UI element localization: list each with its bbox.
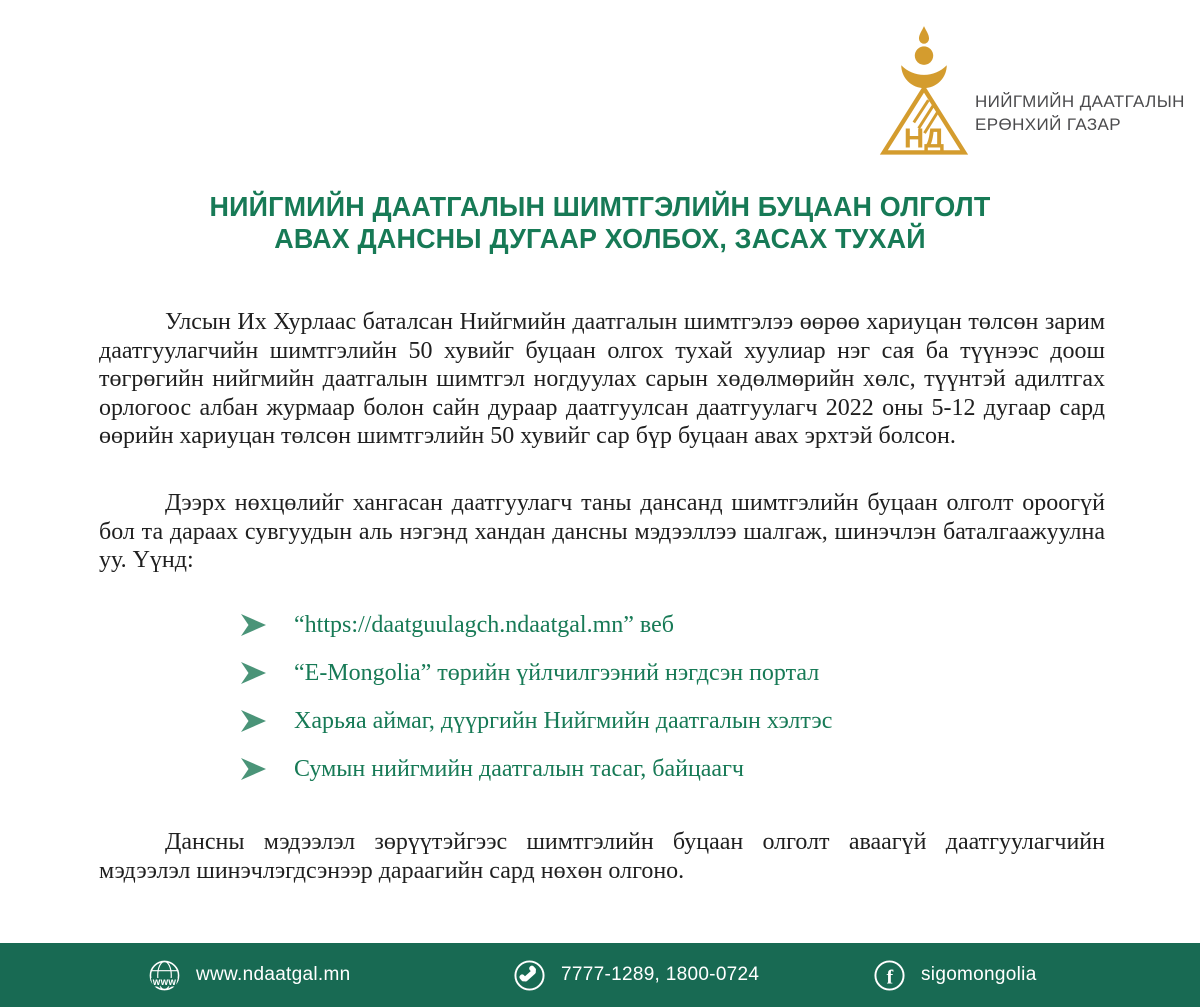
paragraph-instruction: Дээрх нөхцөлийг хангасан даатгуулагч таны дансанд шимтгэлийн буцаан олголт ороогүй бол та дараах сувгуудын аль нэгэнд хандан дансны мэдээллээ шалгаж, шинэчлэн баталгаажуулна уу. Үүнд:	[99, 490, 1105, 574]
arrow-bullet-icon	[240, 613, 267, 637]
channel-label: Харьяа аймаг, дүүргийн Нийгмийн даатгалын хэлтэс	[294, 707, 833, 734]
footer-facebook	[873, 943, 1037, 1007]
header-brand	[878, 24, 1198, 159]
phone-icon	[513, 959, 546, 992]
org-name	[975, 90, 1185, 136]
arrow-bullet-icon	[240, 757, 267, 781]
footer-phone-text: 7777-1289, 1800-0724	[561, 964, 760, 985]
globe-www-icon	[148, 959, 181, 992]
arrow-bullet-icon	[240, 709, 267, 733]
channel-item-emongolia	[240, 658, 832, 688]
arrow-bullet-icon	[240, 661, 267, 685]
channel-label: Сумын нийгмийн даатгалын тасаг, байцаагч	[294, 755, 744, 782]
org-name-line1: НИЙГМИЙН ДААТГАЛЫН	[975, 92, 1185, 111]
footer-bar	[0, 943, 1200, 1007]
footer-facebook-text: sigomongolia	[921, 964, 1037, 985]
org-name-line2: ЕРӨНХИЙ ГАЗАР	[975, 115, 1122, 134]
page-title-line2: АВАХ ДАНСНЫ ДУГААР ХОЛБОХ, ЗАСАХ ТУХАЙ	[274, 223, 926, 254]
channel-item-web	[240, 610, 832, 640]
footer-website-text: www.ndaatgal.mn	[196, 964, 351, 985]
page-title	[24, 191, 1176, 255]
footer-website	[148, 943, 350, 1007]
page-title-line1: НИЙГМИЙН ДААТГАЛЫН ШИМТГЭЛИЙН БУЦААН ОЛГОЛТ	[209, 191, 991, 222]
paragraph-law-summary: Улсын Их Хурлаас баталсан Нийгмийн даатгалын шимтгэлээ өөрөө хариуцан төлсөн зарим даатгуулагчийн шимтгэлийн 50 хувийг буцаан олгох тухай хуулиар нэг сая ба түүнээс доош төгрөгийн нийгмийн даатгалын шимтгэл ногдуулах сарын хөдөлмөрийн хөлс, түүнтэй адилтгах орлогоос албан журмаар болон сайн дураар даатгуулсан даатгуулагч 2022 оны 5-12 дугаар сард өөрийн хариуцан төлсөн шимтгэлийн 50 хувийг сар бүр буцаан авах эрхтэй болсон.	[99, 309, 1105, 450]
channel-list	[240, 610, 832, 802]
channel-item-division	[240, 706, 832, 736]
logo-monogram-text: НД	[903, 122, 945, 154]
paragraph-closing: Дансны мэдээлэл зөрүүтэйгээс шимтгэлийн буцаан олголт аваагүй даатгуулагчийн мэдээлэл шинэчлэгдсэнээр дараагийн сард нөхөн олгоно.	[99, 829, 1105, 884]
channel-label: “https://daatguulagch.ndaatgal.mn” веб	[294, 611, 674, 638]
footer-phone	[513, 943, 759, 1007]
social-insurance-logo-icon	[878, 24, 970, 156]
channel-label: “E-Mongolia” төрийн үйлчилгээний нэгдсэн портал	[294, 659, 820, 686]
svg-text:f: f	[886, 965, 894, 988]
channel-item-soum	[240, 754, 832, 784]
globe-www-label: www	[152, 976, 177, 988]
facebook-icon	[873, 959, 906, 992]
